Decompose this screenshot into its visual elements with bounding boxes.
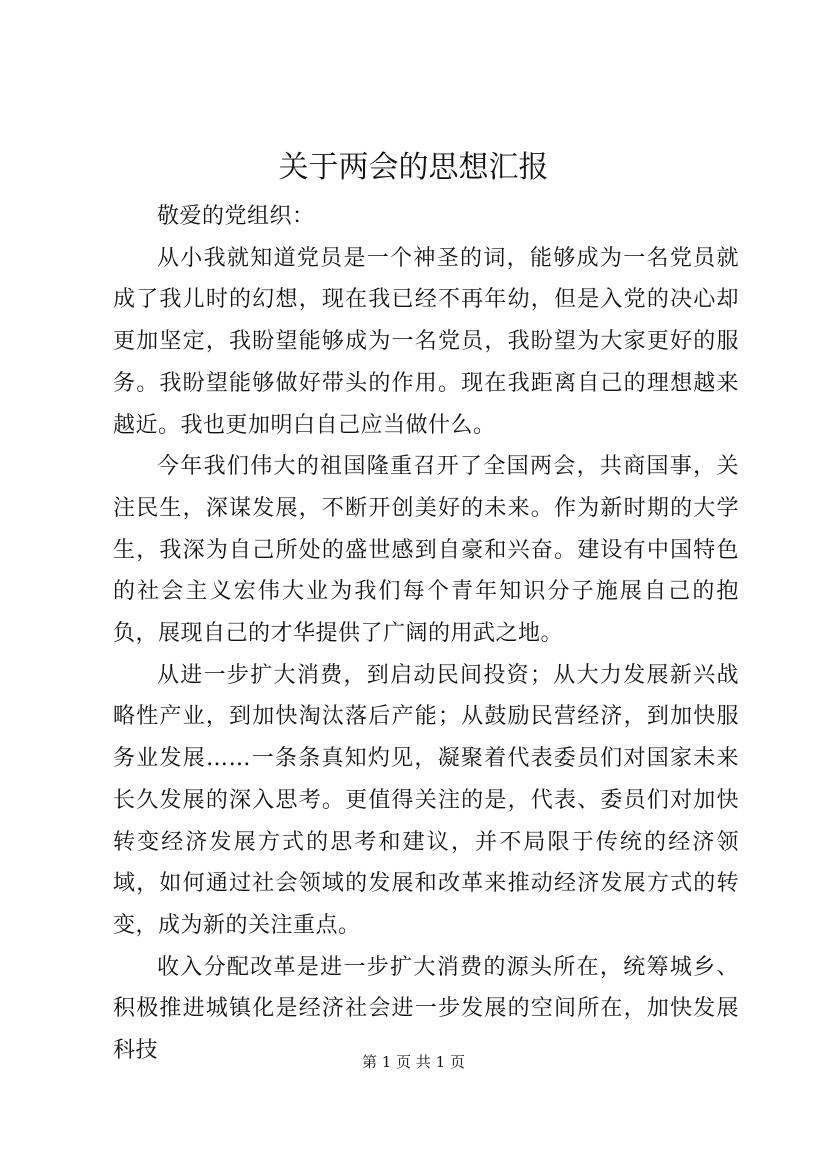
salutation: 敬爱的党组织： bbox=[157, 204, 315, 229]
paragraph-2: 今年我们伟大的祖国隆重召开了全国两会，共商国事，关注民生，深谋发展，不断开创美好的未来。作为新时期的大学生，我深为自己所处的盛世感到自豪和兴奋。建设有中国特色的社会主义宏伟大业为我们每个青年知识分子施展自己的抱负，展现自己的才华提供了广阔的用武之地。 bbox=[113, 454, 739, 647]
document-body bbox=[113, 196, 739, 1072]
paragraph-3: 从进一步扩大消费，到启动民间投资；从大力发展新兴战略性产业，到加快淘汰落后产能；从鼓励民营经济，到加快服务业发展……一条条真知灼见，凝聚着代表委员们对国家未来长久发展的深入思考。更值得关注的是，代表、委员们对加快转变经济发展方式的思考和建议，并不局限于传统的经济领域，如何通过社会领域的发展和改革来推动经济发展方式的转变，成为新的关注重点。 bbox=[113, 662, 739, 938]
page-footer: 第 1 页 共 1 页 bbox=[362, 1053, 465, 1071]
paragraph-4: 收入分配改革是进一步扩大消费的源头所在，统筹城乡、积极推进城镇化是经济社会进一步发展的空间所在，加快发展科技 bbox=[113, 954, 739, 1064]
paragraph-1: 从小我就知道党员是一个神圣的词，能够成为一名党员就成了我儿时的幻想，现在我已经不再年幼，但是入党的决心却更加坚定，我盼望能够成为一名党员，我盼望为大家更好的服务。我盼望能够做好带头的作用。现在我距离自己的理想越来越近。我也更加明白自己应当做什么。 bbox=[113, 245, 739, 438]
document-title: 关于两会的思想汇报 bbox=[278, 150, 549, 185]
